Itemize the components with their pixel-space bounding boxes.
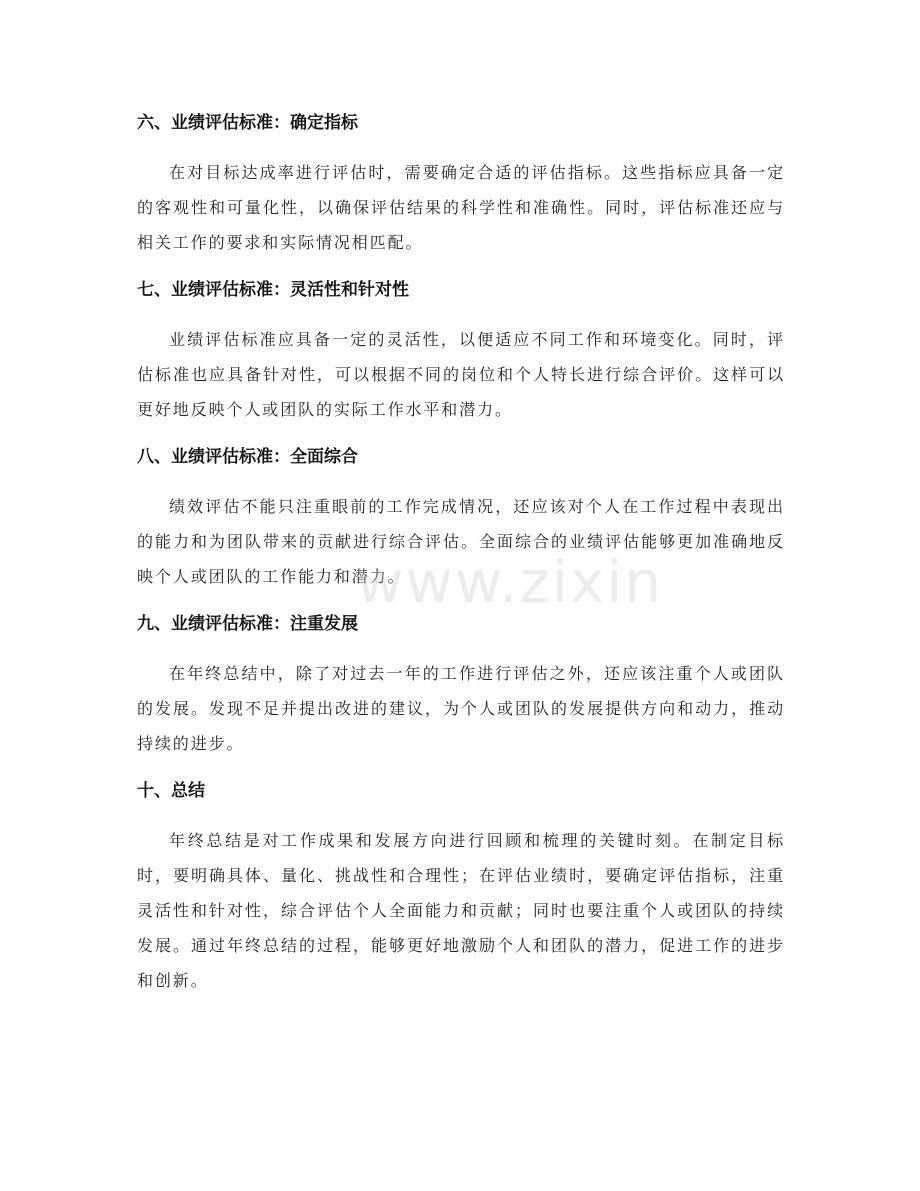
section-heading: 十、总结 <box>137 781 205 801</box>
section-10 <box>137 773 785 998</box>
document-content <box>137 105 785 1010</box>
section-heading: 八、业绩评估标准：全面综合 <box>137 447 358 467</box>
section-9 <box>137 606 785 761</box>
section-paragraph: 业绩评估标准应具备一定的灵活性，以便适应不同工作和环境变化。同时，评估标准也应具备针对性，可以根据不同的岗位和个人特长进行综合评价。这样可以更好地反映个人或团队的实际工作水平和潜力。 <box>137 330 785 419</box>
section-paragraph: 在年终总结中，除了对过去一年的工作进行评估之外，还应该注重个人或团队的发展。发现不足并提出改进的建议，为个人或团队的发展提供方向和动力，推动持续的进步。 <box>137 664 785 753</box>
section-6 <box>137 105 785 260</box>
watermark: www.zixin <box>356 548 664 616</box>
section-paragraph: 年终总结是对工作成果和发展方向进行回顾和梳理的关键时刻。在制定目标时，要明确具体、量化、挑战性和合理性；在评估业绩时，要确定评估指标，注重灵活性和针对性，综合评估个人全面能力和贡献；同时也要注重个人或团队的持续发展。通过年终总结的过程，能够更好地激励个人和团队的潜力，促进工作的进步和创新。 <box>137 831 785 990</box>
section-heading: 九、业绩评估标准：注重发展 <box>137 614 358 634</box>
section-heading: 七、业绩评估标准：灵活性和针对性 <box>137 280 409 300</box>
section-paragraph: 在对目标达成率进行评估时，需要确定合适的评估指标。这些指标应具备一定的客观性和可量化性，以确保评估结果的科学性和准确性。同时，评估标准还应与相关工作的要求和实际情况相匹配。 <box>137 163 785 252</box>
section-heading: 六、业绩评估标准：确定指标 <box>137 113 358 133</box>
section-paragraph: 绩效评估不能只注重眼前的工作完成情况，还应该对个人在工作过程中表现出的能力和为团队带来的贡献进行综合评估。全面综合的业绩评估能够更加准确地反映个人或团队的工作能力和潜力。 <box>137 497 785 586</box>
section-8 <box>137 439 785 594</box>
section-7 <box>137 272 785 427</box>
